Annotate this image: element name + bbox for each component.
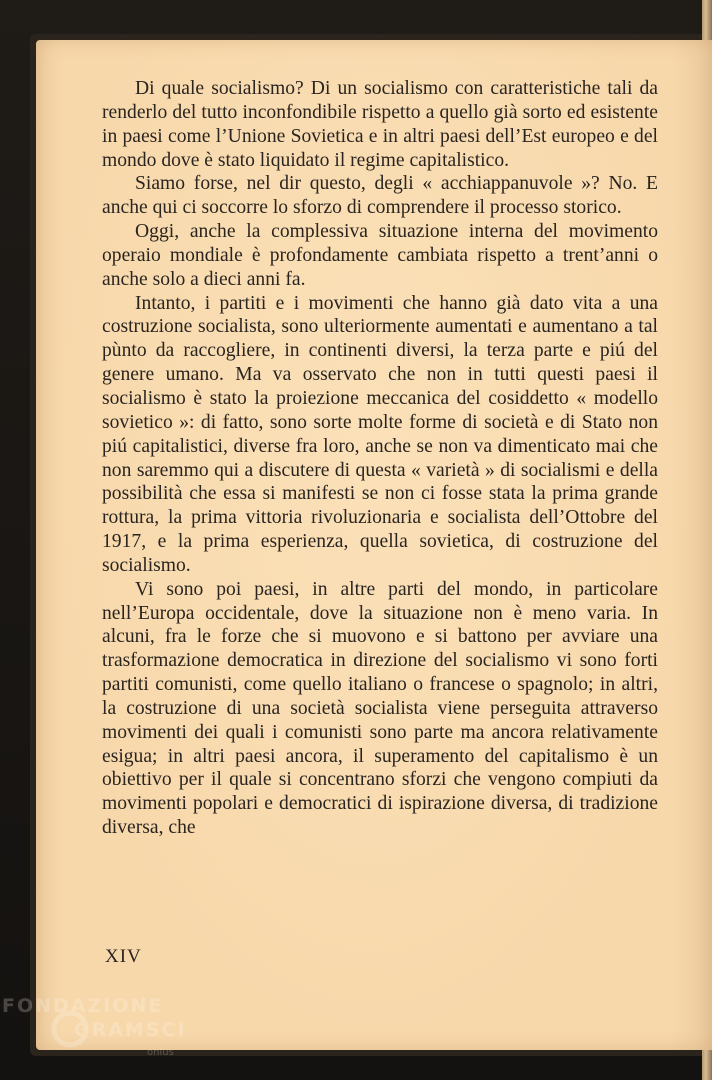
page-number: XIV <box>105 946 142 967</box>
paragraph-1: Di quale socialismo? Di un socialismo con caratteristiche tali da renderlo del tutto inconfondibile rispetto a quello già sorto ed esistente in paesi come l’Unione Sovietica e in altri paesi dell’Est europeo e del mondo dove è stato liquidato il regime capitalistico. <box>102 78 658 171</box>
watermark-logo <box>2 995 202 1070</box>
watermark-line-2: GRAMSCI <box>74 1019 187 1041</box>
body-text <box>102 77 658 840</box>
paragraph-5: Vi sono poi paesi, in altre parti del mondo, in particolare nell’Europa occidentale, dove la situazione non è meno varia. In alcuni, fra le forze che si muovono e si battono per avviare una trasformazione democratica in direzione del socialismo vi sono forti partiti comunisti, come quello italiano o francese o spagnolo; in altri, la costruzione di una società socialista viene perseguita attraverso movimenti dei quali i comunisti sono parte ma ancora relativamente esigua; in altri paesi ancora, il superamento del capitalismo è un obiettivo per il quale si concentrano sforzi che vengono compiuti da movimenti popolari e democratici di ispirazione diversa, di tradizione diversa, che <box>102 578 658 839</box>
paragraph-4: Intanto, i partiti e i movimenti che hanno già dato vita a una costruzione socialista, sono ulteriormente aumentati e aumentano a tal pùnto da raccogliere, in continenti diversi, la terza parte e piú del genere umano. Ma va osservato che non in tutti questi paesi il socialismo è stato la proiezione meccanica del cosiddetto « modello sovietico »: di fatto, sono sorte molte forme di società e di Stato non piú capitalistici, diverse fra loro, anche se non va dimenticato mai che non saremmo qui a discutere di questa « varietà » di socialismi e della possibilità che essa si manifesti se non ci fosse stata la prima grande rottura, la prima vittoria rivoluzionaria e socialista dell’Ottobre del 1917, e la prima esperienza, quella sovietica, di costruzione del socialismo. <box>102 292 658 576</box>
paragraph-2: Siamo forse, nel dir questo, degli « acchiappanuvole »? No. E anche qui ci soccorre lo sforzo di comprendere il processo storico. <box>102 173 658 219</box>
watermark-line-1: FONDAZIONE <box>2 995 164 1017</box>
watermark-line-3: onlus <box>147 1047 174 1058</box>
paragraph-3: Oggi, anche la complessiva situazione interna del movimento operaio mondiale è profondamente cambiata rispetto a trent’anni o anche solo a dieci anni fa. <box>102 221 658 290</box>
